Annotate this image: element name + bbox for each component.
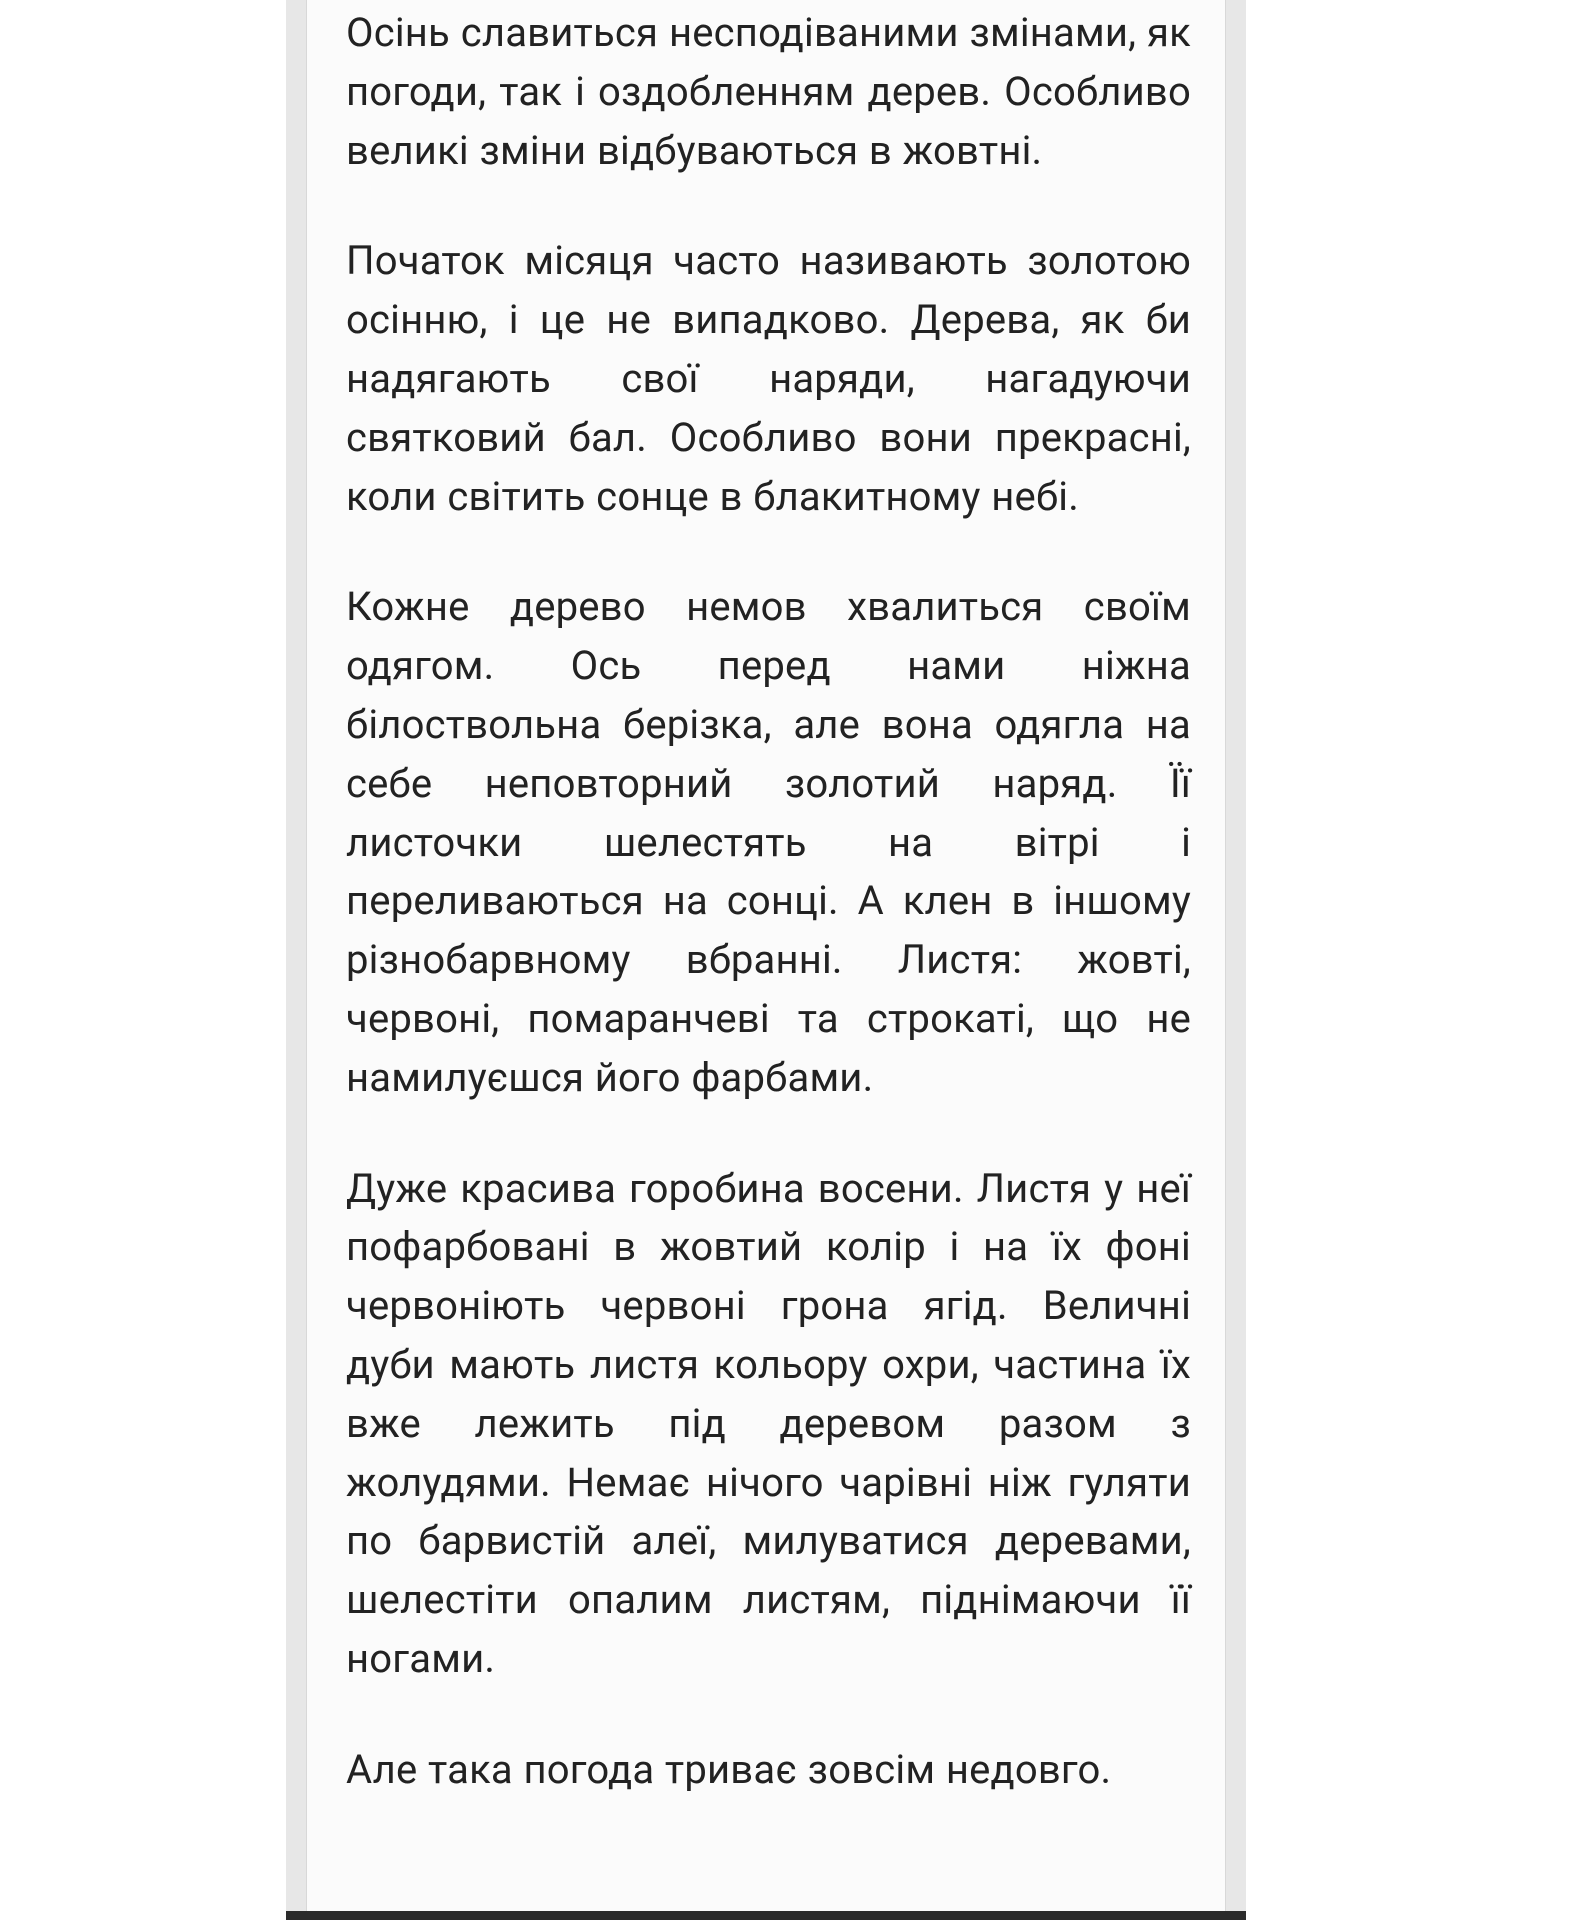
paragraph-3: Кожне дерево немов хвалиться своїм одягом. Ось перед нами ніжна білоствольна берізка, але вона одягла на себе неповторний золотий наряд. Її листочки шелестять на вітрі і переливаються на сонці. А клен в іншому різнобарвному вбранні. Листя: жовті, червоні, помаранчеві та строкаті, що не намилуєшся його фарбами. [346, 583, 1191, 1101]
article-page[interactable] [306, 0, 1226, 1920]
paragraph-1: Осінь славиться несподіваними змінами, як погоди, так і оздобленням дерев. Особливо великі зміни відбуваються в жовтні. [346, 9, 1191, 174]
paragraph-2: Початок місяця часто називають золотою осінню, і це не випадково. Дерева, як би надягають свої наряди, нагадуючи святковий бал. Особливо вони прекрасні, коли світить сонце в блакитному небі. [346, 237, 1191, 520]
article-text [346, 4, 1191, 1852]
paragraph-4: Дуже красива горобина восени. Листя у неї пофарбовані в жовтий колір і на їх фоні червоніють червоні грона ягід. Величні дуби мають листя кольору охри, частина їх вже лежить під деревом разом з жолудями. Немає нічого чарівні ніж гуляти по барвистій алеї, милуватися деревами, шелестіти опалим листям, піднімаючи її ногами. [346, 1164, 1191, 1682]
bottom-edge-bar [286, 1911, 1246, 1920]
paragraph-5: Але така погода триває зовсім недовго. [346, 1745, 1112, 1793]
